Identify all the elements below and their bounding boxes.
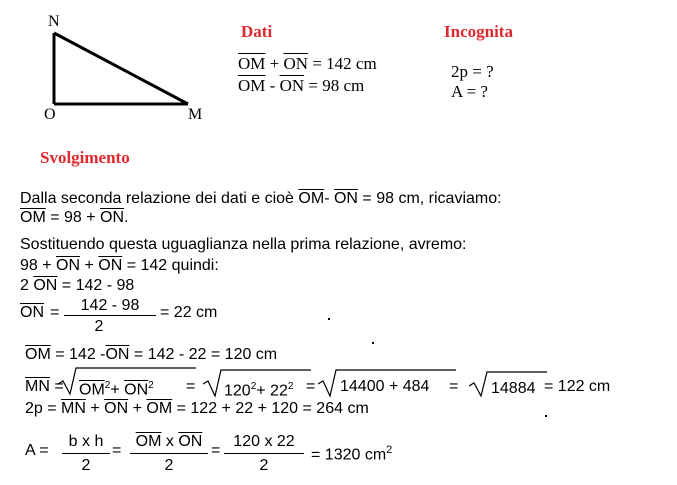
incognita-area: A = ? (451, 82, 488, 101)
area-den-2: 2 (164, 457, 174, 474)
area-bar-3 (224, 453, 304, 454)
mn-equals-3: = (306, 378, 316, 395)
dati-eq1: $\overline{OM} + \overline{ON} = 142$ cm (238, 54, 377, 73)
mn-lhs: $\overline{MN}$ = (25, 378, 64, 395)
incognita-perimeter: 2p = ? (451, 62, 494, 81)
on-rhs: = 22 cm (160, 304, 218, 321)
on-fraction-bar (64, 315, 156, 316)
segment-on: $\overline{ON}$ (279, 76, 305, 95)
area-den-1: 2 (81, 457, 91, 474)
side-mn (54, 33, 188, 104)
mn-radicand-2: $120^2+ 22^2$ (224, 381, 294, 400)
on-lhs: $\overline{ON}$ (20, 304, 44, 321)
on-fraction-num: 142 - 98 (80, 297, 140, 314)
body-line-5: 2 $\overline{ON} = 142 - 98$ (20, 277, 135, 294)
area-bar-1 (62, 453, 110, 454)
area-num-3: 120 x 22 (233, 433, 295, 450)
mn-radicand-4: 14884 (491, 380, 536, 397)
area-num-1: b x h (68, 433, 104, 450)
stray-dot (545, 415, 547, 417)
mn-result: = 122 cm (544, 378, 611, 395)
mn-radicand-1: $\overline{OM}^2+ \overline{ON}^2$ (79, 380, 154, 399)
om-equation: $\overline{OM} = 142$ $-\overline{ON} = 142 - 22 = 120$ cm (25, 346, 278, 363)
incognita-title: Incognita (444, 22, 513, 41)
segment-on: $\overline{ON}$ (283, 54, 309, 73)
vertex-label-o: O (44, 106, 56, 123)
body-line-2: $\overline{OM} = 98 + \overline{ON}$. (20, 209, 129, 226)
area-den-3: 2 (259, 457, 269, 474)
segment-om: $\overline{OM}$ (238, 54, 266, 73)
dati-title: Dati (241, 22, 273, 41)
body-line-3: Sostituendo questa uguaglianza nella prima relazione, avremo: (20, 236, 467, 253)
segment-om: $\overline{OM}$ (238, 76, 266, 95)
area-num-2: $\overline{OM}$ x $\overline{ON}$ (135, 433, 203, 450)
body-line-1: Dalla seconda relazione dei dati e cioè $\overline{OM}-$ $\overline{ON} = 98$ cm, ricaviamo: (20, 190, 502, 207)
area-bar-2 (130, 453, 208, 454)
svolgimento-title: Svolgimento (40, 148, 130, 167)
vertex-label-m: M (188, 106, 203, 123)
mn-equals-4: = (449, 378, 459, 395)
stray-dot (372, 342, 374, 344)
stray-dot (328, 318, 330, 320)
area-result: = 1320 $cm^2$ (311, 444, 393, 464)
on-fraction-den: 2 (94, 318, 104, 335)
on-equals: = (50, 304, 60, 321)
perimeter-equation: $2p = \overline{MN} + \overline{ON} + \overline{OM} = 122 + 22 + 120 = 264$ cm (25, 400, 369, 417)
mn-equals-2: = (186, 378, 196, 395)
area-lhs: A = (25, 442, 49, 459)
mn-radicand-3: 14400 + 484 (340, 378, 430, 395)
area-eq-1: = (112, 442, 122, 459)
vertex-label-n: N (48, 13, 60, 30)
dati-eq2: $\overline{OM} - \overline{ON} = 98$ cm (238, 76, 365, 95)
area-eq-2: = (211, 442, 221, 459)
body-line-4: $98 + \overline{ON} + \overline{ON} = 142$ quindi: (20, 257, 219, 274)
